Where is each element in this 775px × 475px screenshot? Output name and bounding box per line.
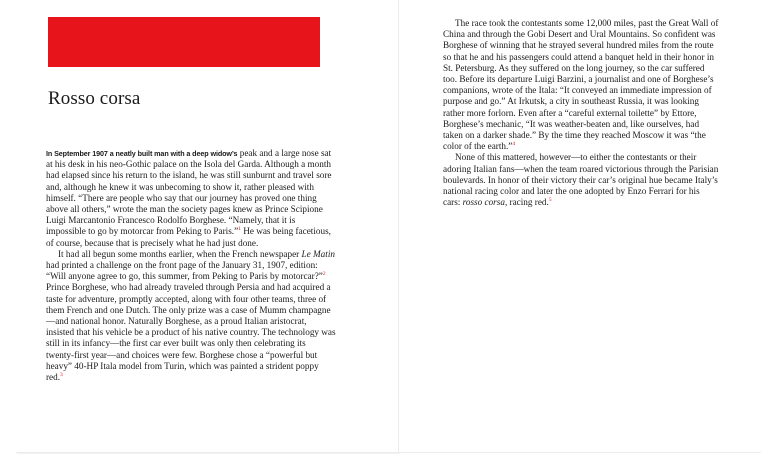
left-text-column xyxy=(46,148,336,383)
text-run: The race took the contestants some 12,000 miles, past the Great Wall of China and through the Gobi Desert and Ural Mountains. So confident was Borghese of winning that he strayed several hundred miles from the route so that he and his passengers could attend a banquet held in their honor in St. Petersburg. As they suffered on the long journey, so the car suffered too. Before its departure Luigi Barzini, a journalist and one of Borghese’s companions, wrote of the Itala: “It conveyed an immediate impression of purpose and go.” At Irkutsk, a city in southeast Russia, it was looking rather more forlorn. Even after a “careful external toilette” by Ettore, Borghese’s mechanic, “It was weather-beaten and, like ourselves, had taken on a darker shade.” By the time they reached Moscow it was “the color of the earth.” xyxy=(443,18,719,152)
chapter-color-banner xyxy=(48,17,320,67)
footnote-marker[interactable]: 4 xyxy=(512,141,516,148)
text-run: had printed a challenge on the front page of the January 31, 1907, edition: “Will anyone agree to go, this summer, from Peking to Paris by motorcar?” xyxy=(46,260,323,282)
paragraph xyxy=(46,249,336,383)
lead-in-text: In September 1907 a neatly built man with a deep widow’s xyxy=(46,149,238,158)
footnote-marker[interactable]: 3 xyxy=(60,372,63,378)
text-run: , racing red. xyxy=(504,197,549,208)
text-run: He was being facetious, of course, because that is precisely what he had just done. xyxy=(46,226,331,248)
paragraph xyxy=(46,148,336,249)
text-run: peak and a large nose sat at his desk in his neo-Gothic palace on the Isola del Garda. Although a month had elapsed since his return to the island, he was still sunburnt and travel sore and, although he knew it was unbecoming to show it, rather pleased with himself. “There are people who say that our journey has proved one thing above all others,” wrote the man the society pages knew as Prince Scipione Luigi Marcantonio Francesco Rodolfo Borghese. “Namely, that it is impossible to go by motorcar from Peking to Paris.” xyxy=(46,148,332,237)
footnote-marker[interactable]: 2 xyxy=(322,271,326,278)
footnote-marker[interactable]: 1 xyxy=(238,226,241,233)
paragraph xyxy=(443,18,719,152)
newspaper-title: Le Matin xyxy=(301,248,335,259)
footnote-marker[interactable]: 5 xyxy=(548,197,552,204)
color-name: rosso corsa xyxy=(462,197,505,208)
text-run: None of this mattered, however—to either the contestants or their adoring Italian fans—when the team roared victorious through the Parisian boulevards. In honor of their victory their car’s original hue became Italy’s national racing color and later the one adopted by Enzo Ferrari for his cars: xyxy=(443,152,719,208)
chapter-title: Rosso corsa xyxy=(48,88,141,109)
paragraph xyxy=(443,152,719,208)
right-text-column xyxy=(443,18,719,208)
text-run: It had all begun some months earlier, when the French newspaper xyxy=(58,248,302,259)
text-run: Prince Borghese, who had already traveled through Persia and had acquired a taste for adventure, promptly accepted, along with four other teams, three of them French and one Dutch. The only prize was a case of Mumm champagne—and national honor. Naturally Borghese, as a proud Italian aristocrat, insisted that his vehicle be a product of his native country. The technology was still in its infancy—the first car ever built was only then celebrating its twenty-first year—and choices were few. Borghese chose a “powerful but heavy” 40-HP Itala model from Turin, which was painted a strident poppy red. xyxy=(46,282,336,383)
